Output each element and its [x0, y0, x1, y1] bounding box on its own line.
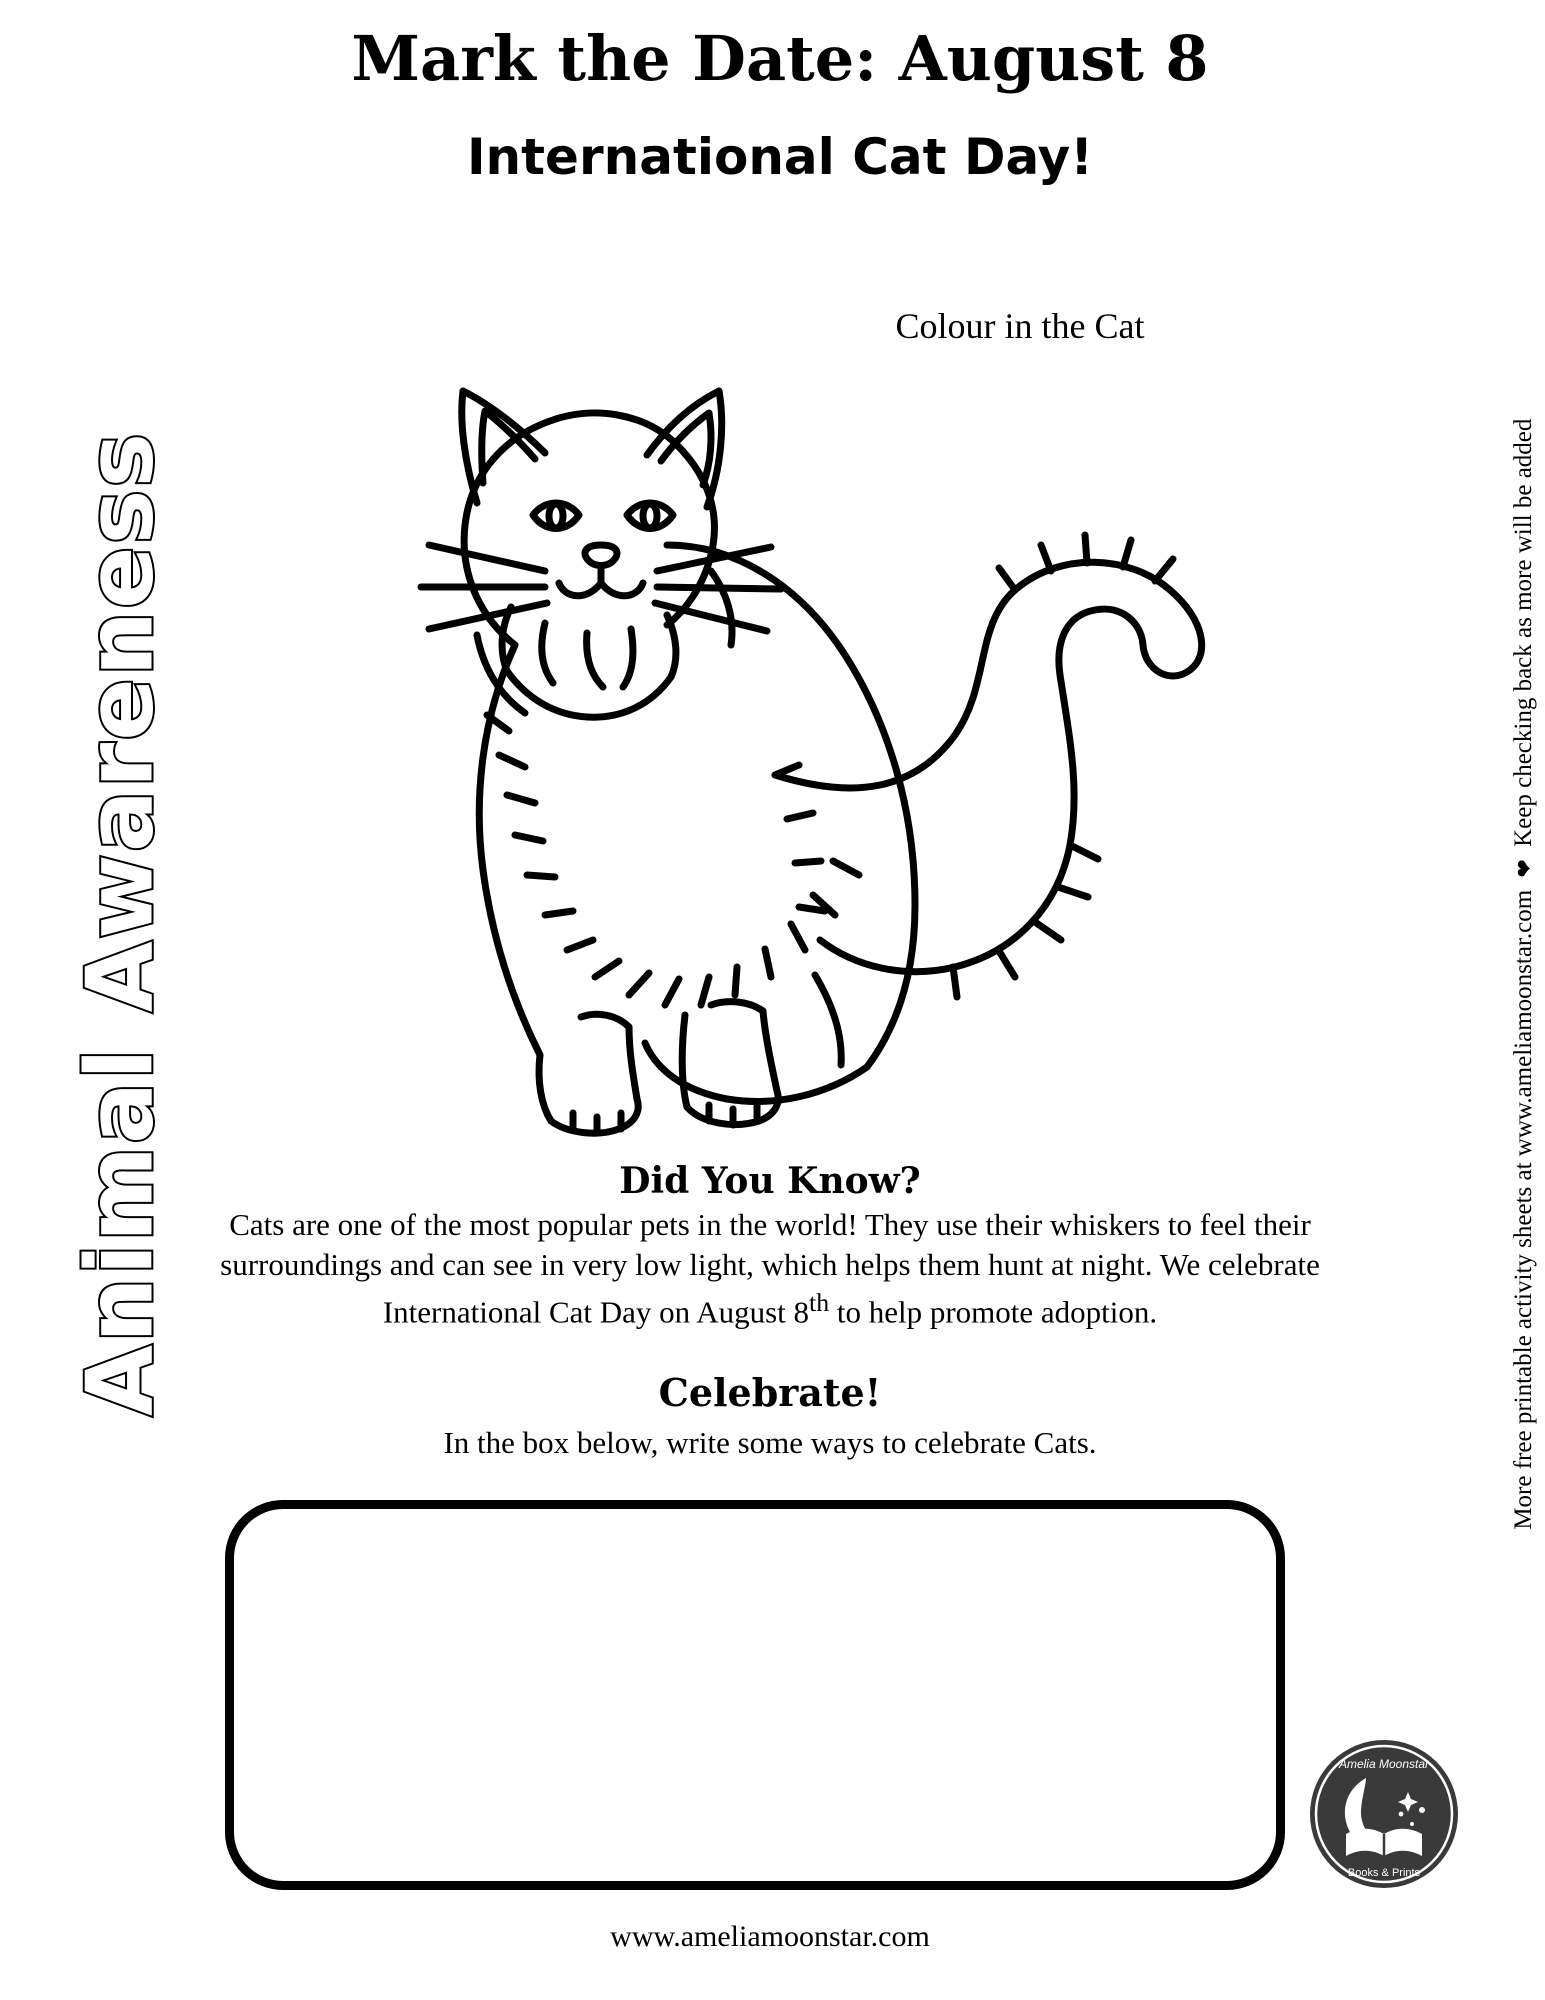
celebrate-instruction: In the box below, write some ways to celebrate Cats.	[443, 1425, 1097, 1460]
vertical-series-title: Animal Awareness	[66, 430, 174, 1417]
svg-text:Amelia Moonstar: Amelia Moonstar	[1338, 1757, 1430, 1771]
left-banner	[0, 0, 175, 2000]
promo-note-post: Keep checking back as more will be added	[1509, 418, 1537, 847]
promo-note-pre: More free printable activity sheets at www.ameliamoonstar.com	[1509, 889, 1537, 1530]
did-you-know-heading: Did You Know?	[619, 1160, 921, 1202]
vertical-promo-note	[1510, 94, 1538, 1854]
did-you-know-text-part1: Cats are one of the most popular pets in the world! They use their whiskers to feel their surroundings and can see in very low light, which helps them hunt at night. We celebrate International Cat Day on August 8	[220, 1207, 1320, 1329]
did-you-know-text-part2: to help promote adoption.	[829, 1293, 1158, 1329]
cat-illustration	[215, 215, 1245, 1165]
right-banner	[1469, 0, 1539, 2000]
moon-book-logo-icon	[1308, 1738, 1460, 1890]
svg-text:Books & Prints: Books & Prints	[1347, 1867, 1421, 1879]
answer-writing-box[interactable]	[225, 1500, 1285, 1890]
date-ordinal-suffix: th	[809, 1287, 830, 1317]
footer-website-url: www.ameliamoonstar.com	[610, 1920, 930, 1953]
colour-in-the-cat-label: Colour in the Cat	[895, 306, 1145, 346]
page-title: Mark the Date: August 8	[351, 22, 1209, 95]
celebrate-heading: Celebrate!	[658, 1370, 882, 1415]
heart-icon: ❤	[1512, 859, 1538, 878]
page-subtitle: International Cat Day!	[466, 128, 1094, 186]
did-you-know-body	[160, 1205, 1380, 1332]
